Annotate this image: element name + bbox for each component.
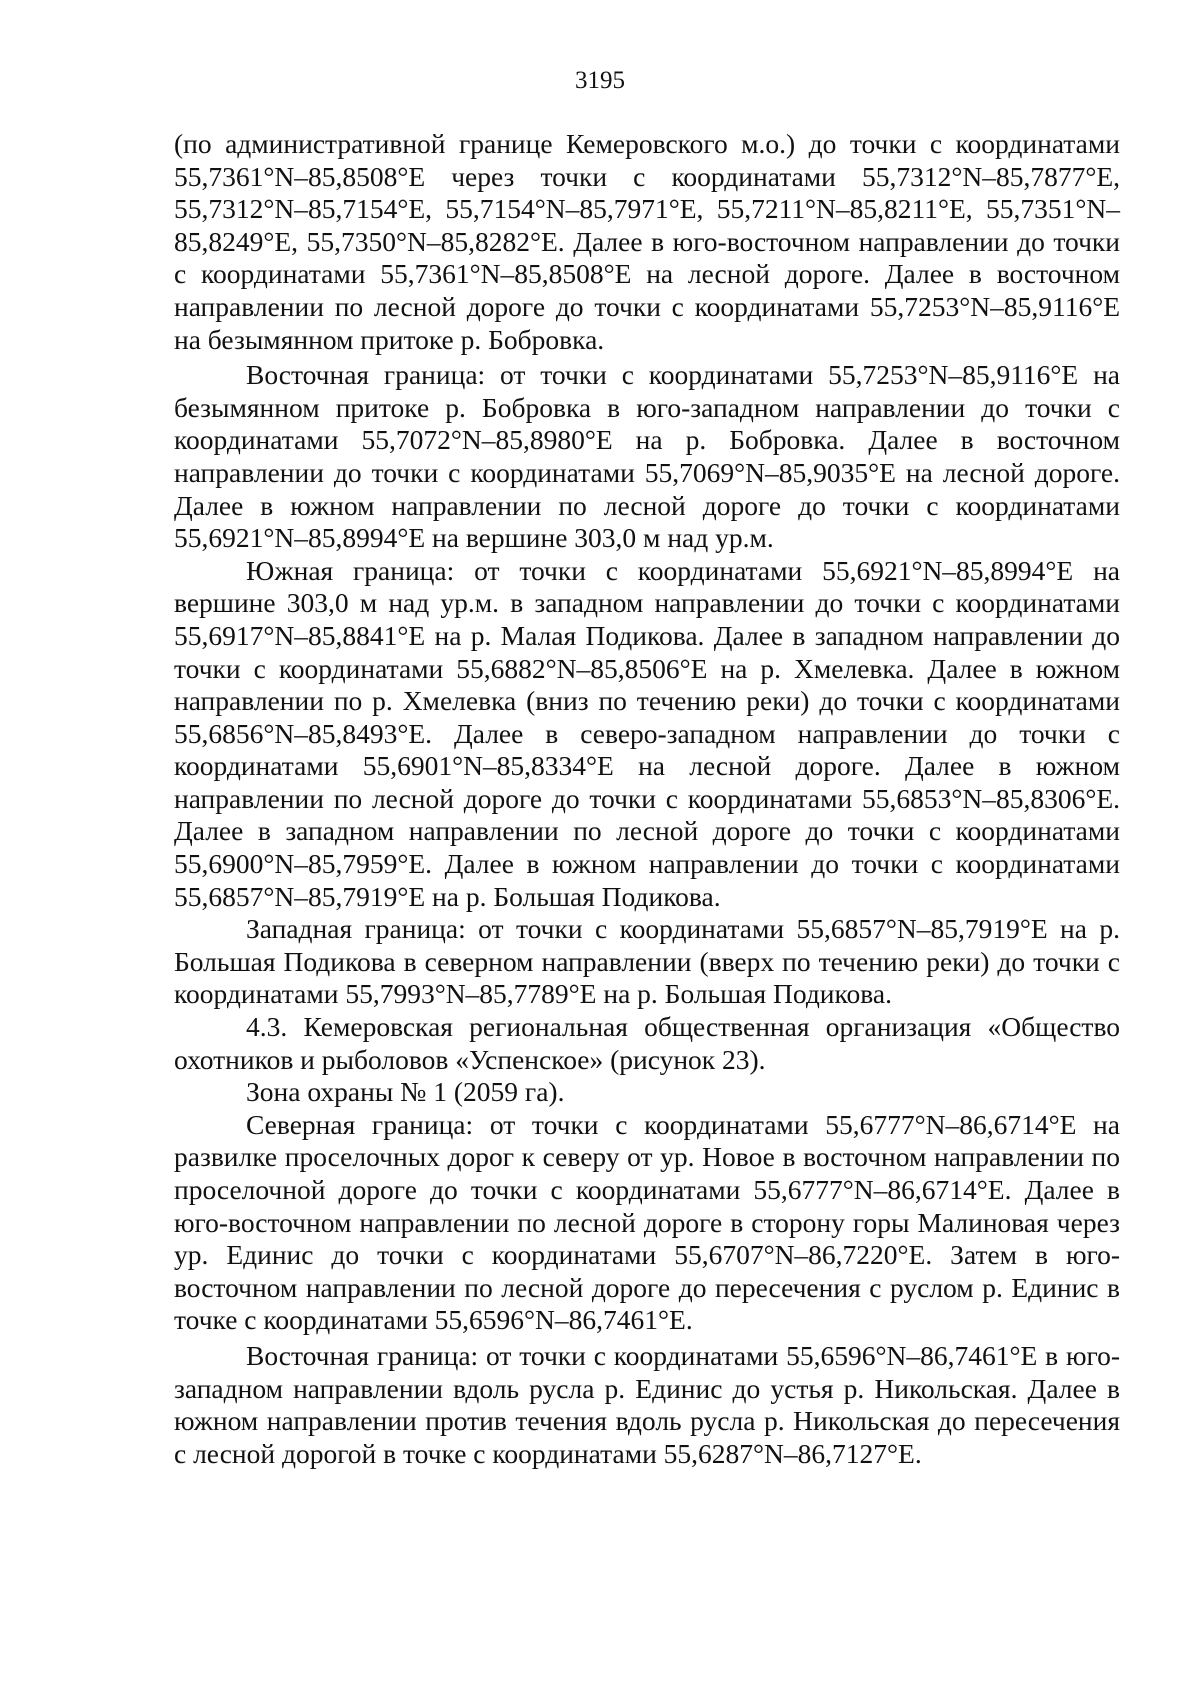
page-number: 3195: [575, 67, 625, 94]
paragraph-eastern-border-1: Восточная граница: от точки с координатами 55,7253°N–85,9116°E на безымянном притоке р. Бобровка в юго-западном направлении до точки с координатами 55,7072°N–85,8980°E на р. Бобровка. Далее в восточном направлении до точки с координатами 55,7069°N–85,9035°E на лесной дороге. Далее в южном направлении по лесной дороге до точки с координатами 55,6921°N–85,8994°E на вершине 303,0 м над ур.м.: [174, 359, 1120, 554]
paragraph-continuation: (по административной границе Кемеровского м.о.) до точки с координатами 55,7361°N–85,8508°E через точки с координатами 55,7312°N–85,7877°E, 55,7312°N–85,7154°E, 55,7154°N–85,7971°E, 55,7211°N–85,8211°E, 55,7351°N–85,8249°E, 55,7350°N–85,8282°E. Далее в юго-восточном направлении до точки с координатами 55,7361°N–85,8508°E на лесной дороге. Далее в восточном направлении по лесной дороге до точки с координатами 55,7253°N–85,9116°E на безымянном притоке р. Бобровка.: [174, 128, 1120, 355]
paragraph-southern-border: Южная граница: от точки с координатами 55,6921°N–85,8994°E на вершине 303,0 м над ур.м. в западном направлении до точки с координатами 55,6917°N–85,8841°E на р. Малая Подикова. Далее в западном направлении до точки с координатами 55,6882°N–85,8506°E на р. Хмелевка. Далее в южном направлении по р. Хмелевка (вниз по течению реки) до точки с координатами 55,6856°N–85,8493°E. Далее в северо-западном направлении до точки с координатами 55,6901°N–85,8334°E на лесной дороге. Далее в южном направлении по лесной дороге до точки с координатами 55,6853°N–85,8306°E. Далее в западном направлении по лесной дороге до точки с координатами 55,6900°N–85,7959°E. Далее в южном направлении до точки с координатами 55,6857°N–85,7919°E на р. Большая Подикова.: [174, 554, 1120, 912]
paragraph-western-border: Западная граница: от точки с координатами 55,6857°N–85,7919°E на р. Большая Подикова в северном направлении (вверх по течению реки) до точки с координатами 55,7993°N–85,7789°E на р. Большая Подикова.: [174, 913, 1120, 1010]
paragraph-northern-border: Северная граница: от точки с координатами 55,6777°N–86,6714°E на развилке проселочных дорог к северу от ур. Новое в восточном направлении по проселочной дороге до точки с координатами 55,6777°N–86,6714°E. Далее в юго-восточном направлении по лесной дороге в сторону горы Малиновая через ур. Единис до точки с координатами 55,6707°N–86,7220°E. Затем в юго-восточном направлении по лесной дороге до пересечения с руслом р. Единис в точке с координатами 55,6596°N–86,7461°E.: [174, 1108, 1120, 1336]
document-body: [174, 128, 1120, 1470]
paragraph-eastern-border-2: Восточная граница: от точки с координатами 55,6596°N–86,7461°E в юго-западном направлении вдоль русла р. Единис до устья р. Никольская. Далее в южном направлении против течения вдоль русла р. Никольская до пересечения с лесной дорогой в точке с координатами 55,6287°N–86,7127°E.: [174, 1339, 1120, 1469]
paragraph-protection-zone: Зона охраны № 1 (2059 га).: [246, 1076, 565, 1108]
paragraph-section-4-3: 4.3. Кемеровская региональная общественная организация «Общество охотников и рыболовов «Успенское» (рисунок 23).: [174, 1011, 1120, 1075]
